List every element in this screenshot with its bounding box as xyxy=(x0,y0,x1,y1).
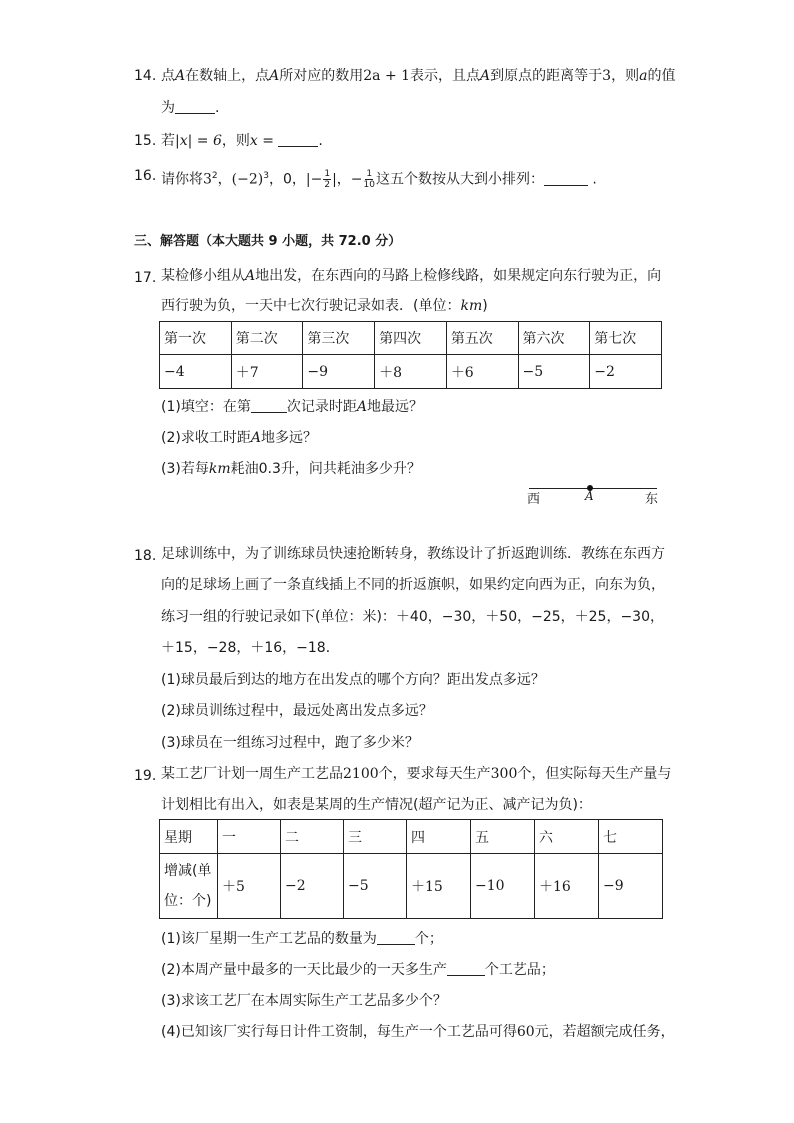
answer-blank[interactable] xyxy=(377,930,415,945)
answer-blank[interactable] xyxy=(175,99,215,114)
table-cell: ＋6 xyxy=(446,355,518,389)
answer-blank[interactable] xyxy=(544,171,588,186)
q17-record-table xyxy=(159,321,662,389)
section-heading: 三、解答题（本大题共 9 小题，共 72.0 分） xyxy=(134,234,402,249)
fraction-one-half: $\frac{1}{2}$ xyxy=(324,169,331,191)
table-header-cell: 四 xyxy=(407,820,471,854)
q18-part2: (2)球员训练过程中，最远处离出发点多远？ xyxy=(161,703,433,719)
question-number: 15. xyxy=(134,133,157,149)
q18-part3: (3)球员在一组练习过程中，跑了多少米？ xyxy=(161,735,419,751)
q19-part1: (1)该厂星期一生产工艺品的数量为 个； xyxy=(161,931,443,947)
q19-part2: (2)本周产量中最多的一天比最少的一天多生产 个工艺品； xyxy=(161,962,555,978)
question-number: 19. xyxy=(134,768,157,784)
q16-line: 请你将$3^2$，$(-2)^3$，0，|− $\frac{1}{2}$ |，− $\frac{1}{10}$ 这五个数按从大到小排列： . xyxy=(161,169,597,191)
question-number: 17. xyxy=(134,270,157,286)
table-header-cell: 第二次 xyxy=(231,322,303,355)
q18-line3: 练习一组的行驶记录如下(单位：米)：＋40，−30，＋50，−25，＋25，−30， xyxy=(161,609,665,625)
table-header-cell: 第七次 xyxy=(590,322,662,355)
question-number: 14. xyxy=(134,68,157,84)
table-cell: −2 xyxy=(590,355,662,389)
table-header-cell: 第六次 xyxy=(518,322,590,355)
table-cell: −4 xyxy=(160,355,232,389)
table-header-cell: 第三次 xyxy=(303,322,375,355)
q17-part3: (3)若每km耗油0.3升，问共耗油多少升？ xyxy=(161,461,421,477)
axis-label-a: A xyxy=(585,489,594,503)
table-header-row xyxy=(160,322,662,355)
table-cell: ＋15 xyxy=(407,854,471,919)
table-cell: −5 xyxy=(344,854,407,919)
table-cell: ＋7 xyxy=(231,355,303,389)
table-cell: −9 xyxy=(599,854,663,919)
table-header-cell: 六 xyxy=(535,820,599,854)
q17-part1: (1)填空：在第 次记录时距A地最远？ xyxy=(161,399,423,415)
table-header-cell: 七 xyxy=(599,820,663,854)
q19-part4: (4)已知该厂实行每日计件工资制，每生产一个工艺品可得60元，若超额完成任务， xyxy=(161,1024,675,1040)
q18-line4: ＋15，−28，＋16，−18． xyxy=(161,640,340,656)
table-header-cell: 三 xyxy=(344,820,407,854)
table-header-cell: 星期 xyxy=(160,820,218,854)
table-row xyxy=(160,355,662,389)
table-cell: −5 xyxy=(518,355,590,389)
q17-line2: 西行驶为负，一天中七次行驶记录如表．(单位：km) xyxy=(161,298,488,314)
table-cell: ＋8 xyxy=(375,355,447,389)
table-header-cell: 第五次 xyxy=(446,322,518,355)
table-header-row xyxy=(160,820,663,854)
q19-production-table xyxy=(159,819,663,919)
q19-part3: (3)求该工艺厂在本周实际生产工艺品多少个？ xyxy=(161,993,447,1009)
q19-line2: 计划相比有出入，如表是某周的生产情况(超产记为正、减产记为负)： xyxy=(161,797,592,813)
q15-line: 若|x| = 6，则x = . xyxy=(161,133,323,149)
answer-blank[interactable] xyxy=(447,961,485,976)
table-cell: −2 xyxy=(281,854,344,919)
fraction-one-tenth: $\frac{1}{10}$ xyxy=(363,169,375,191)
answer-blank[interactable] xyxy=(278,132,318,147)
q18-line1: 足球训练中，为了训练球员快速抢断转身，教练设计了折返跑训练．教练在东西方 xyxy=(161,546,665,562)
axis-label-east: 东 xyxy=(645,492,659,507)
table-cell: ＋5 xyxy=(218,854,281,919)
q19-line1: 某工艺厂计划一周生产工艺品2100个，要求每天生产300个，但实际每天生产量与 xyxy=(161,766,672,782)
table-row-label: 增减(单 位：个) xyxy=(160,854,218,919)
q17-part2: (2)求收工时距A地多远？ xyxy=(161,430,317,446)
question-number: 18. xyxy=(134,548,157,564)
table-header-cell: 一 xyxy=(218,820,281,854)
table-header-cell: 二 xyxy=(281,820,344,854)
answer-blank[interactable] xyxy=(251,398,287,413)
table-cell: −9 xyxy=(303,355,375,389)
table-row xyxy=(160,854,663,919)
table-header-cell: 第四次 xyxy=(375,322,447,355)
table-header-cell: 第一次 xyxy=(160,322,232,355)
axis-label-west: 西 xyxy=(527,492,541,507)
table-cell: ＋16 xyxy=(535,854,599,919)
q17-line1: 某检修小组从A地出发，在东西向的马路上检修线路，如果规定向东行驶为正，向 xyxy=(161,268,662,284)
table-header-cell: 五 xyxy=(471,820,535,854)
q14-line1: 点A在数轴上，点A所对应的数用2a + 1表示，且点A到原点的距离等于3，则a的值 xyxy=(161,68,676,84)
east-west-axis-figure xyxy=(527,480,662,506)
question-number: 16. xyxy=(134,168,157,184)
q18-line2: 向的足球场上画了一条直线插上不同的折返旗帜，如果约定向西为正，向东为负， xyxy=(161,577,665,593)
table-cell: −10 xyxy=(471,854,535,919)
q14-line2: 为 . xyxy=(161,100,220,116)
q18-part1: (1)球员最后到达的地方在出发点的哪个方向？距出发点多远？ xyxy=(161,672,545,688)
